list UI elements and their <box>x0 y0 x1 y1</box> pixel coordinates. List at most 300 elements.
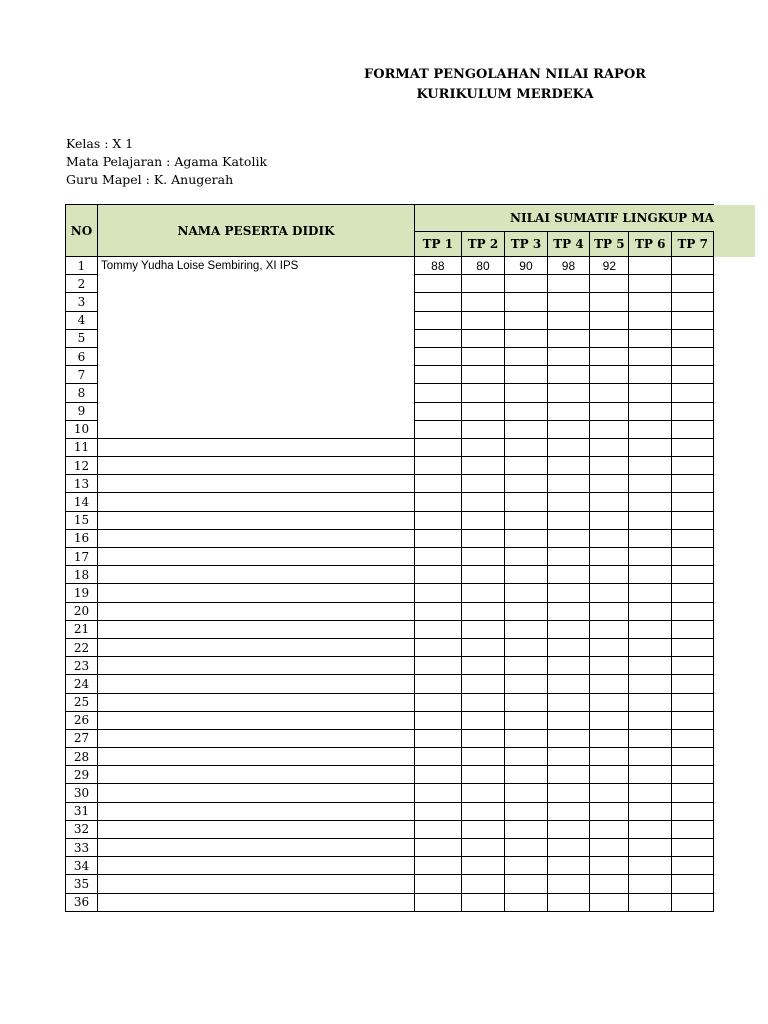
tp-3-cell[interactable] <box>505 311 547 329</box>
tp-5-cell[interactable] <box>590 802 629 820</box>
tp-7-cell[interactable] <box>671 384 714 402</box>
overflow-cell <box>714 366 755 384</box>
tp-7-cell[interactable] <box>671 602 714 620</box>
tp-2-cell[interactable] <box>461 457 505 475</box>
tp-5-cell[interactable] <box>590 566 629 584</box>
tp-5-cell[interactable] <box>590 657 629 675</box>
tp-3-cell[interactable] <box>505 529 547 547</box>
tp-5-cell[interactable] <box>590 511 629 529</box>
tp-1-cell[interactable] <box>415 820 462 838</box>
tp-4-cell[interactable] <box>547 384 589 402</box>
student-name-cell[interactable] <box>98 693 415 711</box>
tp-4-cell[interactable] <box>547 275 589 293</box>
tp-1-cell[interactable] <box>415 657 462 675</box>
tp-6-cell[interactable] <box>629 548 671 566</box>
tp-3-cell[interactable] <box>505 566 547 584</box>
tp-1-cell[interactable] <box>415 529 462 547</box>
student-name-cell[interactable] <box>98 511 415 529</box>
tp-3-cell[interactable] <box>505 438 547 456</box>
tp-6-cell[interactable] <box>629 766 671 784</box>
tp-6-cell[interactable] <box>629 820 671 838</box>
tp-6-cell[interactable] <box>629 729 671 747</box>
tp-6-cell[interactable] <box>629 529 671 547</box>
tp-6-cell[interactable] <box>629 293 671 311</box>
tp-7-cell[interactable] <box>671 529 714 547</box>
tp-1-cell[interactable] <box>415 802 462 820</box>
tp-7-cell[interactable] <box>671 511 714 529</box>
tp-5-cell[interactable] <box>590 420 629 438</box>
tp-2-cell[interactable] <box>461 329 505 347</box>
tp-5-cell[interactable] <box>590 493 629 511</box>
tp-4-cell[interactable] <box>547 729 589 747</box>
student-name-cell[interactable] <box>98 329 415 347</box>
tp-4-cell[interactable] <box>547 493 589 511</box>
tp-1-cell[interactable] <box>415 329 462 347</box>
row-number: 21 <box>66 620 98 638</box>
tp-3-cell[interactable] <box>505 784 547 802</box>
tp-7-cell[interactable] <box>671 566 714 584</box>
tp-5-cell[interactable] <box>590 729 629 747</box>
student-name-cell[interactable] <box>98 438 415 456</box>
student-name-cell[interactable] <box>98 638 415 656</box>
tp-6-cell[interactable] <box>629 693 671 711</box>
tp-2-cell[interactable] <box>461 657 505 675</box>
tp-3-cell[interactable] <box>505 347 547 365</box>
row-number: 15 <box>66 511 98 529</box>
overflow-cell <box>714 475 755 493</box>
tp-3-cell[interactable] <box>505 384 547 402</box>
tp-1-cell[interactable] <box>415 511 462 529</box>
tp-2-cell[interactable] <box>461 839 505 857</box>
tp-2-cell[interactable] <box>461 693 505 711</box>
tp-2-cell[interactable] <box>461 366 505 384</box>
tp-3-cell[interactable] <box>505 638 547 656</box>
row-number: 32 <box>66 820 98 838</box>
tp-4-cell[interactable] <box>547 529 589 547</box>
tp-7-cell[interactable] <box>671 875 714 893</box>
tp-3-cell[interactable] <box>505 366 547 384</box>
tp-2-cell[interactable] <box>461 820 505 838</box>
tp-6-cell[interactable] <box>629 275 671 293</box>
tp-1-cell[interactable] <box>415 584 462 602</box>
tp-6-cell[interactable] <box>629 366 671 384</box>
student-name-cell[interactable] <box>98 529 415 547</box>
student-name-cell[interactable] <box>98 584 415 602</box>
tp-2-cell[interactable] <box>461 511 505 529</box>
tp-2-cell[interactable] <box>461 711 505 729</box>
tp-1-cell[interactable] <box>415 729 462 747</box>
tp-5-cell[interactable] <box>590 366 629 384</box>
tp-4-cell[interactable] <box>547 420 589 438</box>
tp-4-cell[interactable] <box>547 620 589 638</box>
tp-2-cell[interactable] <box>461 784 505 802</box>
tp-3-cell[interactable] <box>505 293 547 311</box>
tp-3-cell[interactable] <box>505 548 547 566</box>
tp-1-cell[interactable] <box>415 275 462 293</box>
tp-6-cell[interactable] <box>629 748 671 766</box>
tp-1-cell[interactable] <box>415 402 462 420</box>
tp-6-cell[interactable] <box>629 384 671 402</box>
tp-7-cell[interactable] <box>671 893 714 911</box>
tp-3-cell[interactable] <box>505 275 547 293</box>
tp-6-cell[interactable] <box>629 457 671 475</box>
tp-2-cell[interactable] <box>461 748 505 766</box>
tp-2-cell[interactable] <box>461 857 505 875</box>
tp-4-cell[interactable] <box>547 566 589 584</box>
tp-7-cell[interactable] <box>671 675 714 693</box>
tp-3-cell[interactable] <box>505 839 547 857</box>
tp-5-cell[interactable] <box>590 893 629 911</box>
tp-4-cell[interactable] <box>547 657 589 675</box>
tp-7-cell[interactable] <box>671 802 714 820</box>
tp-3-cell[interactable] <box>505 802 547 820</box>
tp-2-cell[interactable] <box>461 293 505 311</box>
tp-7-cell[interactable] <box>671 548 714 566</box>
student-name-cell[interactable] <box>98 420 415 438</box>
tp-3-cell[interactable] <box>505 820 547 838</box>
tp-5-cell[interactable] <box>590 857 629 875</box>
tp-6-cell[interactable] <box>629 657 671 675</box>
tp-6-cell[interactable] <box>629 347 671 365</box>
tp-6-cell[interactable] <box>629 420 671 438</box>
tp-3-cell[interactable] <box>505 748 547 766</box>
student-name-cell[interactable] <box>98 839 415 857</box>
tp-1-cell[interactable] <box>415 875 462 893</box>
tp-2-cell[interactable] <box>461 802 505 820</box>
tp-4-cell[interactable] <box>547 820 589 838</box>
student-name-cell[interactable] <box>98 875 415 893</box>
tp-5-cell[interactable] <box>590 329 629 347</box>
tp-4-cell[interactable] <box>547 875 589 893</box>
tp-7-cell[interactable] <box>671 584 714 602</box>
tp-6-cell[interactable] <box>629 438 671 456</box>
tp-2-cell[interactable] <box>461 638 505 656</box>
tp-6-cell[interactable] <box>629 784 671 802</box>
student-name-cell[interactable] <box>98 457 415 475</box>
header-tp-5: TP 5 <box>590 232 629 257</box>
tp-2-cell[interactable] <box>461 675 505 693</box>
tp-7-cell[interactable] <box>671 784 714 802</box>
tp-7-cell[interactable] <box>671 311 714 329</box>
tp-7-cell[interactable] <box>671 402 714 420</box>
student-name-cell[interactable] <box>98 784 415 802</box>
tp-2-cell[interactable] <box>461 529 505 547</box>
tp-5-cell[interactable] <box>590 584 629 602</box>
tp-1-cell[interactable] <box>415 748 462 766</box>
tp-4-cell[interactable] <box>547 438 589 456</box>
student-name-cell[interactable] <box>98 766 415 784</box>
tp-3-cell[interactable] <box>505 584 547 602</box>
tp-1-cell[interactable] <box>415 784 462 802</box>
tp-5-cell[interactable] <box>590 602 629 620</box>
student-name-cell[interactable] <box>98 893 415 911</box>
tp-5-cell[interactable] <box>590 402 629 420</box>
tp-6-cell[interactable] <box>629 493 671 511</box>
tp-5-cell[interactable] <box>590 293 629 311</box>
tp-3-cell[interactable] <box>505 693 547 711</box>
tp-4-cell[interactable] <box>547 839 589 857</box>
tp-4-cell[interactable] <box>547 347 589 365</box>
tp-7-cell[interactable] <box>671 820 714 838</box>
tp-6-cell[interactable] <box>629 311 671 329</box>
tp-4-cell[interactable] <box>547 693 589 711</box>
tp-3-cell[interactable] <box>505 675 547 693</box>
student-name-cell[interactable] <box>98 711 415 729</box>
tp-6-cell[interactable] <box>629 329 671 347</box>
tp-7-cell[interactable] <box>671 657 714 675</box>
tp-5-cell[interactable] <box>590 311 629 329</box>
tp-4-cell[interactable]: 98 <box>547 257 589 275</box>
tp-6-cell[interactable] <box>629 711 671 729</box>
tp-6-cell[interactable] <box>629 602 671 620</box>
tp-2-cell[interactable] <box>461 602 505 620</box>
tp-4-cell[interactable] <box>547 784 589 802</box>
tp-7-cell[interactable] <box>671 839 714 857</box>
tp-2-cell[interactable] <box>461 729 505 747</box>
tp-4-cell[interactable] <box>547 802 589 820</box>
tp-7-cell[interactable] <box>671 475 714 493</box>
tp-2-cell[interactable] <box>461 384 505 402</box>
student-name-cell[interactable] <box>98 748 415 766</box>
tp-1-cell[interactable] <box>415 457 462 475</box>
student-name-cell[interactable] <box>98 566 415 584</box>
tp-1-cell[interactable] <box>415 620 462 638</box>
tp-7-cell[interactable] <box>671 457 714 475</box>
tp-6-cell[interactable] <box>629 638 671 656</box>
tp-2-cell[interactable] <box>461 311 505 329</box>
tp-2-cell[interactable] <box>461 347 505 365</box>
tp-1-cell[interactable] <box>415 548 462 566</box>
student-name-cell[interactable] <box>98 293 415 311</box>
tp-2-cell[interactable]: 80 <box>461 257 505 275</box>
student-name-cell[interactable] <box>98 675 415 693</box>
tp-4-cell[interactable] <box>547 293 589 311</box>
tp-1-cell[interactable] <box>415 711 462 729</box>
tp-7-cell[interactable] <box>671 257 714 275</box>
tp-4-cell[interactable] <box>547 748 589 766</box>
row-number: 16 <box>66 529 98 547</box>
tp-7-cell[interactable] <box>671 293 714 311</box>
tp-6-cell[interactable] <box>629 857 671 875</box>
student-name-cell[interactable] <box>98 620 415 638</box>
tp-5-cell[interactable] <box>590 711 629 729</box>
tp-5-cell[interactable] <box>590 748 629 766</box>
tp-2-cell[interactable] <box>461 402 505 420</box>
tp-5-cell[interactable] <box>590 620 629 638</box>
student-name-cell[interactable] <box>98 602 415 620</box>
tp-1-cell[interactable] <box>415 347 462 365</box>
row-number: 12 <box>66 457 98 475</box>
tp-5-cell[interactable] <box>590 438 629 456</box>
tp-7-cell[interactable] <box>671 766 714 784</box>
tp-4-cell[interactable] <box>547 602 589 620</box>
tp-6-cell[interactable] <box>629 620 671 638</box>
tp-3-cell[interactable] <box>505 766 547 784</box>
student-name-cell[interactable] <box>98 493 415 511</box>
tp-5-cell[interactable] <box>590 784 629 802</box>
tp-4-cell[interactable] <box>547 311 589 329</box>
tp-4-cell[interactable] <box>547 638 589 656</box>
tp-4-cell[interactable] <box>547 511 589 529</box>
tp-7-cell[interactable] <box>671 711 714 729</box>
student-name-cell[interactable] <box>98 820 415 838</box>
student-name-cell[interactable] <box>98 729 415 747</box>
tp-2-cell[interactable] <box>461 893 505 911</box>
tp-1-cell[interactable] <box>415 675 462 693</box>
tp-2-cell[interactable] <box>461 620 505 638</box>
overflow-cell <box>714 875 755 893</box>
overflow-cell <box>714 820 755 838</box>
tp-3-cell[interactable] <box>505 875 547 893</box>
tp-5-cell[interactable] <box>590 638 629 656</box>
tp-1-cell[interactable] <box>415 420 462 438</box>
tp-1-cell[interactable] <box>415 766 462 784</box>
student-name-cell[interactable] <box>98 475 415 493</box>
tp-5-cell[interactable] <box>590 275 629 293</box>
tp-5-cell[interactable] <box>590 384 629 402</box>
tp-5-cell[interactable] <box>590 839 629 857</box>
tp-3-cell[interactable] <box>505 711 547 729</box>
tp-2-cell[interactable] <box>461 438 505 456</box>
tp-7-cell[interactable] <box>671 347 714 365</box>
tp-4-cell[interactable] <box>547 329 589 347</box>
tp-3-cell[interactable]: 90 <box>505 257 547 275</box>
tp-5-cell[interactable] <box>590 693 629 711</box>
tp-7-cell[interactable] <box>671 420 714 438</box>
tp-4-cell[interactable] <box>547 457 589 475</box>
tp-4-cell[interactable] <box>547 402 589 420</box>
tp-3-cell[interactable] <box>505 475 547 493</box>
tp-3-cell[interactable] <box>505 857 547 875</box>
tp-1-cell[interactable]: 88 <box>415 257 462 275</box>
tp-1-cell[interactable] <box>415 839 462 857</box>
tp-7-cell[interactable] <box>671 620 714 638</box>
tp-7-cell[interactable] <box>671 748 714 766</box>
tp-6-cell[interactable] <box>629 475 671 493</box>
tp-2-cell[interactable] <box>461 548 505 566</box>
student-name-cell[interactable] <box>98 366 415 384</box>
student-name-cell[interactable] <box>98 802 415 820</box>
student-name-cell[interactable] <box>98 402 415 420</box>
tp-4-cell[interactable] <box>547 675 589 693</box>
tp-7-cell[interactable] <box>671 366 714 384</box>
tp-3-cell[interactable] <box>505 329 547 347</box>
tp-5-cell[interactable]: 92 <box>590 257 629 275</box>
row-number: 1 <box>66 257 98 275</box>
student-name-cell[interactable] <box>98 311 415 329</box>
tp-1-cell[interactable] <box>415 384 462 402</box>
tp-3-cell[interactable] <box>505 402 547 420</box>
tp-4-cell[interactable] <box>547 766 589 784</box>
tp-3-cell[interactable] <box>505 511 547 529</box>
tp-1-cell[interactable] <box>415 638 462 656</box>
tp-1-cell[interactable] <box>415 493 462 511</box>
tp-6-cell[interactable] <box>629 893 671 911</box>
tp-6-cell[interactable] <box>629 675 671 693</box>
tp-3-cell[interactable] <box>505 893 547 911</box>
tp-1-cell[interactable] <box>415 566 462 584</box>
tp-6-cell[interactable] <box>629 839 671 857</box>
tp-6-cell[interactable] <box>629 566 671 584</box>
tp-4-cell[interactable] <box>547 366 589 384</box>
tp-1-cell[interactable] <box>415 857 462 875</box>
tp-1-cell[interactable] <box>415 893 462 911</box>
tp-1-cell[interactable] <box>415 366 462 384</box>
tp-2-cell[interactable] <box>461 475 505 493</box>
tp-5-cell[interactable] <box>590 457 629 475</box>
tp-4-cell[interactable] <box>547 584 589 602</box>
tp-3-cell[interactable] <box>505 420 547 438</box>
tp-4-cell[interactable] <box>547 548 589 566</box>
tp-4-cell[interactable] <box>547 475 589 493</box>
tp-5-cell[interactable] <box>590 875 629 893</box>
tp-5-cell[interactable] <box>590 548 629 566</box>
student-name-cell[interactable] <box>98 275 415 293</box>
tp-7-cell[interactable] <box>671 729 714 747</box>
tp-3-cell[interactable] <box>505 457 547 475</box>
tp-1-cell[interactable] <box>415 311 462 329</box>
tp-6-cell[interactable] <box>629 402 671 420</box>
tp-6-cell[interactable] <box>629 257 671 275</box>
tp-3-cell[interactable] <box>505 493 547 511</box>
student-name-cell[interactable] <box>98 548 415 566</box>
tp-7-cell[interactable] <box>671 693 714 711</box>
student-name-cell[interactable] <box>98 347 415 365</box>
tp-2-cell[interactable] <box>461 566 505 584</box>
tp-1-cell[interactable] <box>415 602 462 620</box>
tp-3-cell[interactable] <box>505 729 547 747</box>
tp-5-cell[interactable] <box>590 347 629 365</box>
student-name-cell[interactable]: Tommy Yudha Loise Sembiring, XI IPS <box>98 257 415 275</box>
tp-3-cell[interactable] <box>505 657 547 675</box>
tp-7-cell[interactable] <box>671 857 714 875</box>
tp-5-cell[interactable] <box>590 820 629 838</box>
tp-1-cell[interactable] <box>415 293 462 311</box>
tp-6-cell[interactable] <box>629 584 671 602</box>
tp-5-cell[interactable] <box>590 475 629 493</box>
tp-1-cell[interactable] <box>415 693 462 711</box>
tp-1-cell[interactable] <box>415 438 462 456</box>
tp-6-cell[interactable] <box>629 802 671 820</box>
tp-7-cell[interactable] <box>671 329 714 347</box>
tp-5-cell[interactable] <box>590 766 629 784</box>
tp-2-cell[interactable] <box>461 493 505 511</box>
tp-2-cell[interactable] <box>461 275 505 293</box>
table-row <box>66 875 755 893</box>
student-name-cell[interactable] <box>98 857 415 875</box>
tp-3-cell[interactable] <box>505 602 547 620</box>
tp-4-cell[interactable] <box>547 857 589 875</box>
tp-7-cell[interactable] <box>671 493 714 511</box>
tp-5-cell[interactable] <box>590 675 629 693</box>
tp-7-cell[interactable] <box>671 438 714 456</box>
tp-6-cell[interactable] <box>629 511 671 529</box>
tp-2-cell[interactable] <box>461 584 505 602</box>
tp-2-cell[interactable] <box>461 766 505 784</box>
student-name-cell[interactable] <box>98 384 415 402</box>
tp-3-cell[interactable] <box>505 620 547 638</box>
tp-7-cell[interactable] <box>671 638 714 656</box>
tp-4-cell[interactable] <box>547 893 589 911</box>
tp-1-cell[interactable] <box>415 475 462 493</box>
student-name-cell[interactable] <box>98 657 415 675</box>
tp-4-cell[interactable] <box>547 711 589 729</box>
tp-2-cell[interactable] <box>461 420 505 438</box>
tp-5-cell[interactable] <box>590 529 629 547</box>
tp-2-cell[interactable] <box>461 875 505 893</box>
tp-7-cell[interactable] <box>671 275 714 293</box>
tp-6-cell[interactable] <box>629 875 671 893</box>
